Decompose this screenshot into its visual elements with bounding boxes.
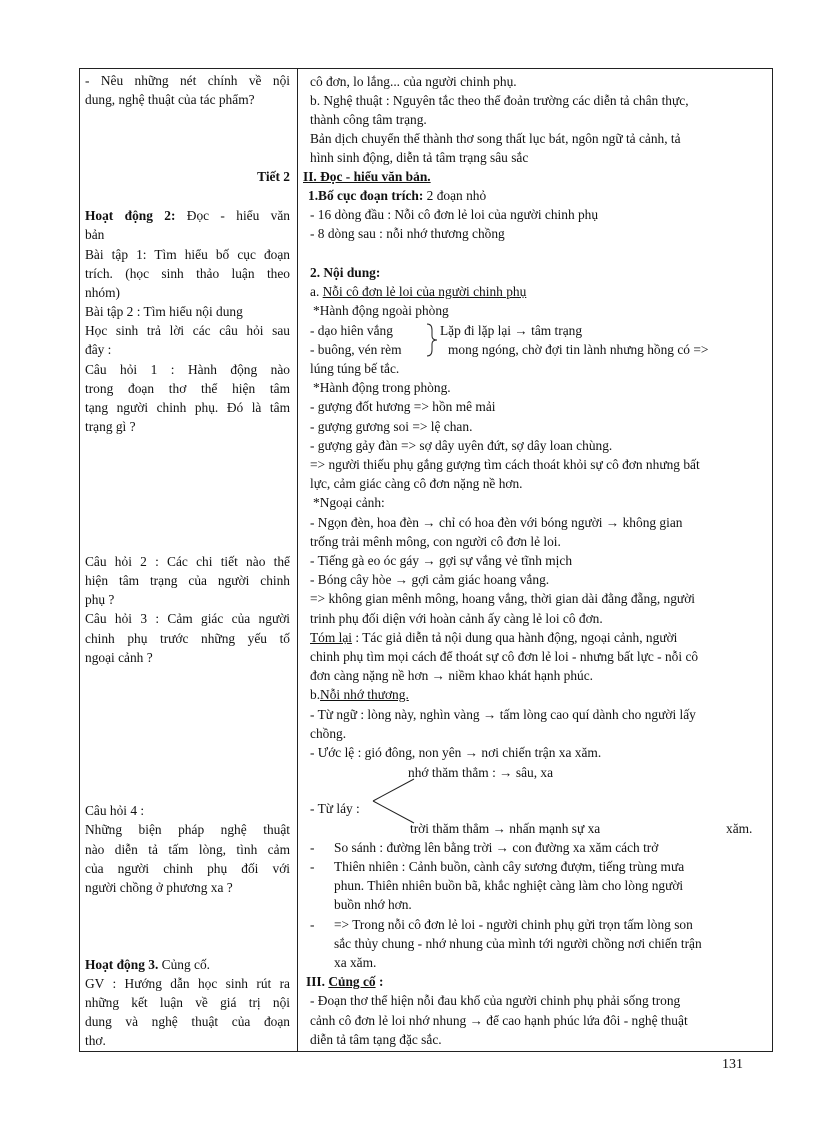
activity-desc: Đọc - hiểu văn: [175, 208, 290, 223]
right-text: chồng.: [310, 726, 347, 741]
question-2: Câu hỏi 2 : Các chi tiết nào thể: [85, 554, 290, 569]
right-text: *Hành động ngoài phòng: [313, 303, 449, 318]
right-text: lúng túng bế tắc.: [310, 361, 400, 376]
left-text: trạng gì ?: [85, 419, 136, 434]
right-text: - gượng gảy đàn => sợ dây uyên đứt, sợ dây loan chùng.: [310, 438, 613, 453]
subheading: 2. Nội dung:: [310, 265, 381, 280]
activity-title: Hoạt động 2:: [85, 208, 176, 223]
right-text: trời thăm thẳm → nhấn mạnh sự xa: [410, 821, 601, 836]
subheading: [310, 686, 409, 704]
left-text: Bài tập 2 : Tìm hiểu nội dung: [85, 304, 243, 319]
section-heading: [306, 973, 383, 991]
right-text: - dạo hiên vắng: [310, 323, 393, 338]
left-text: nhóm): [85, 285, 120, 300]
activity-title: Hoạt động 3.: [85, 957, 159, 972]
right-text: b. Nghệ thuật : Nguyên tắc theo thể đoản trường các diễn tả chân thực,: [310, 93, 689, 108]
question-4: Câu hỏi 4 :: [85, 803, 145, 818]
right-text: mong ngóng, chờ đợi tin lành nhưng hồng có =>: [448, 342, 709, 357]
page-number: 131: [722, 1057, 743, 1072]
subheading-value: 2 đoạn nhỏ: [423, 188, 487, 203]
tiet-label: Tiết 2: [257, 169, 290, 184]
right-text: cô đơn, lo lắng... của người chinh phụ.: [310, 74, 517, 89]
summary-label: Tóm lại: [310, 630, 353, 645]
right-text: nhớ thăm thẳm : → sâu, xa: [408, 765, 554, 780]
left-text: phụ ?: [85, 592, 115, 607]
right-text: - buông, vén rèm: [310, 342, 402, 357]
right-text: trống trải mênh mông, con người cô đơn lẻ loi.: [310, 534, 561, 549]
summary: [310, 629, 677, 647]
item-prefix: b.: [310, 687, 321, 702]
left-text: chinh phụ trước những yếu tố: [85, 631, 290, 646]
right-text: - Ước lệ : gió đông, non yên → nơi chiến trận xa xăm.: [310, 745, 602, 760]
right-text: Lặp đi lặp lại → tâm trạng: [440, 323, 583, 338]
question-1: Câu hỏi 1 : Hành động nào: [85, 362, 290, 377]
section-title: Củng cố: [328, 974, 376, 989]
left-text: thơ.: [85, 1033, 106, 1048]
right-text: thành công tâm trạng.: [310, 112, 427, 127]
right-text: sắc thủy chung - nhớ nhung của mình tới người chồng nơi chiến trận: [334, 936, 702, 951]
left-text: Học sinh trả lời các câu hỏi sau: [85, 323, 290, 338]
activity-heading: [85, 956, 290, 974]
right-text: - 16 dòng đầu : Nỗi cô đơn lẻ loi của người chinh phụ: [310, 207, 599, 222]
curly-brace-icon: [425, 322, 439, 358]
right-text: - Tiếng gà eo óc gáy → gợi sự vắng vẻ tĩnh mịch: [310, 553, 573, 568]
bullet: -: [310, 859, 315, 874]
right-text: phun. Thiên nhiên buồn bã, khắc nghiệt càng làm cho lòng người: [334, 878, 684, 893]
right-text: Thiên nhiên : Cảnh buồn, cành cây sương đượm, tiếng trùng mưa: [334, 859, 685, 874]
column-divider: [297, 69, 298, 1051]
left-text: bản: [85, 227, 105, 242]
right-text: Bản dịch chuyển thể thành thơ song thất lục bát, ngôn ngữ tả cảnh, tả: [310, 131, 681, 146]
left-text: của người chinh phụ đối với: [85, 861, 290, 876]
left-text: nào diễn tả tấm lòng, tình cảm: [85, 842, 290, 857]
right-text: đơn càng nặng nề hơn → niềm khao khát hạnh phúc.: [310, 668, 594, 683]
activity-heading: [85, 207, 290, 225]
question-3: Câu hỏi 3 : Cảm giác của người: [85, 611, 290, 626]
right-text: - Từ ngữ : lòng này, nghìn vàng → tấm lòng cao quí dành cho người lấy: [310, 707, 696, 722]
right-text: => Trong nỗi cô đơn lẻ loi - người chinh phụ gửi trọn tấm lòng son: [334, 917, 693, 932]
right-text: buồn nhớ hơn.: [334, 897, 412, 912]
right-text: xa xăm.: [334, 955, 377, 970]
left-text: trong đoạn thơ thể hiện tâm: [85, 381, 290, 396]
left-text: GV : Hướng dẫn học sinh rút ra: [85, 976, 290, 991]
left-text: Bài tập 1: Tìm hiểu bố cục đoạn: [85, 247, 290, 262]
activity-desc: Củng cố.: [158, 957, 210, 972]
left-text: những kết luận về giá trị nội: [85, 995, 290, 1010]
left-text: người chồng ở phương xa ?: [85, 880, 233, 895]
subheading: [310, 283, 526, 301]
left-text: dung và nghệ thuật của đoạn: [85, 1014, 290, 1029]
left-text: Những biện pháp nghệ thuật: [85, 822, 290, 837]
subheading: [308, 187, 486, 205]
left-text: đây :: [85, 342, 112, 357]
left-text: - Nêu những nét chính về nội: [85, 73, 290, 88]
right-text: diễn tả tâm tạng đặc sắc.: [310, 1032, 442, 1047]
right-text: - 8 dòng sau : nỗi nhớ thương chồng: [310, 226, 505, 241]
branch-lines-icon: [372, 776, 417, 826]
right-text: - Từ láy :: [310, 801, 360, 816]
right-text: - gượng đốt hương => hồn mê mải: [310, 399, 496, 414]
right-text: So sánh : đường lên bằng trời → con đường xa xăm cách trở: [334, 840, 659, 855]
left-text: dung, nghệ thuật của tác phẩm?: [85, 92, 255, 107]
left-text: hiện tâm trạng của người chinh: [85, 573, 290, 588]
right-text: => không gian mênh mông, hoang vắng, thời gian dài đằng đẵng, người: [310, 591, 695, 606]
right-text: xăm.: [726, 821, 753, 836]
item-title: Nỗi cô đơn lẻ loi của người chinh phụ: [322, 284, 527, 299]
right-text: *Hành động trong phòng.: [313, 380, 451, 395]
bullet: -: [310, 840, 315, 855]
summary-text: : Tác giả diễn tả nội dung qua hành động, ngoại cảnh, người: [352, 630, 678, 645]
right-text: cảnh cô đơn lẻ loi nhớ nhung → để cao hạnh phúc lứa đôi - nghệ thuật: [310, 1013, 688, 1028]
left-text: tạng người chinh phụ. Đó là tâm: [85, 400, 290, 415]
section-suffix: :: [375, 974, 384, 989]
section-heading: II. Đọc - hiểu văn bản.: [303, 169, 431, 184]
item-title: Nỗi nhớ thương.: [320, 687, 409, 702]
right-text: trinh phụ đối diện với hoàn cảnh ấy càng lẻ loi cô đơn.: [310, 611, 603, 626]
right-text: - Ngọn đèn, hoa đèn → chỉ có hoa đèn với bóng người → không gian: [310, 515, 683, 530]
left-text: trích. (học sinh thảo luận theo: [85, 266, 290, 281]
right-text: => người thiếu phụ gắng gượng tìm cách thoát khỏi sự cô đơn nhưng bất: [310, 457, 700, 472]
section-prefix: III.: [306, 974, 329, 989]
right-text: lực, cảm giác càng cô đơn nặng nề hơn.: [310, 476, 523, 491]
right-text: - gượng gương soi => lệ chan.: [310, 419, 473, 434]
left-text: ngoại cảnh ?: [85, 650, 153, 665]
right-text: chinh phụ tìm mọi cách để thoát sự cô đơn lẻ loi - nhưng bất lực - nỗi cô: [310, 649, 699, 664]
right-text: *Ngoại cảnh:: [313, 495, 385, 510]
subheading-label: 1.Bố cục đoạn trích:: [308, 188, 424, 203]
right-text: hình sinh động, diễn tả tâm trạng sâu sắc: [310, 150, 529, 165]
right-text: - Đoạn thơ thể hiện nỗi đau khổ của người chinh phụ phải sống trong: [310, 993, 681, 1008]
right-text: - Bóng cây hòe → gợi cảm giác hoang vắng.: [310, 572, 550, 587]
item-prefix: a.: [310, 284, 323, 299]
bullet: -: [310, 917, 315, 932]
